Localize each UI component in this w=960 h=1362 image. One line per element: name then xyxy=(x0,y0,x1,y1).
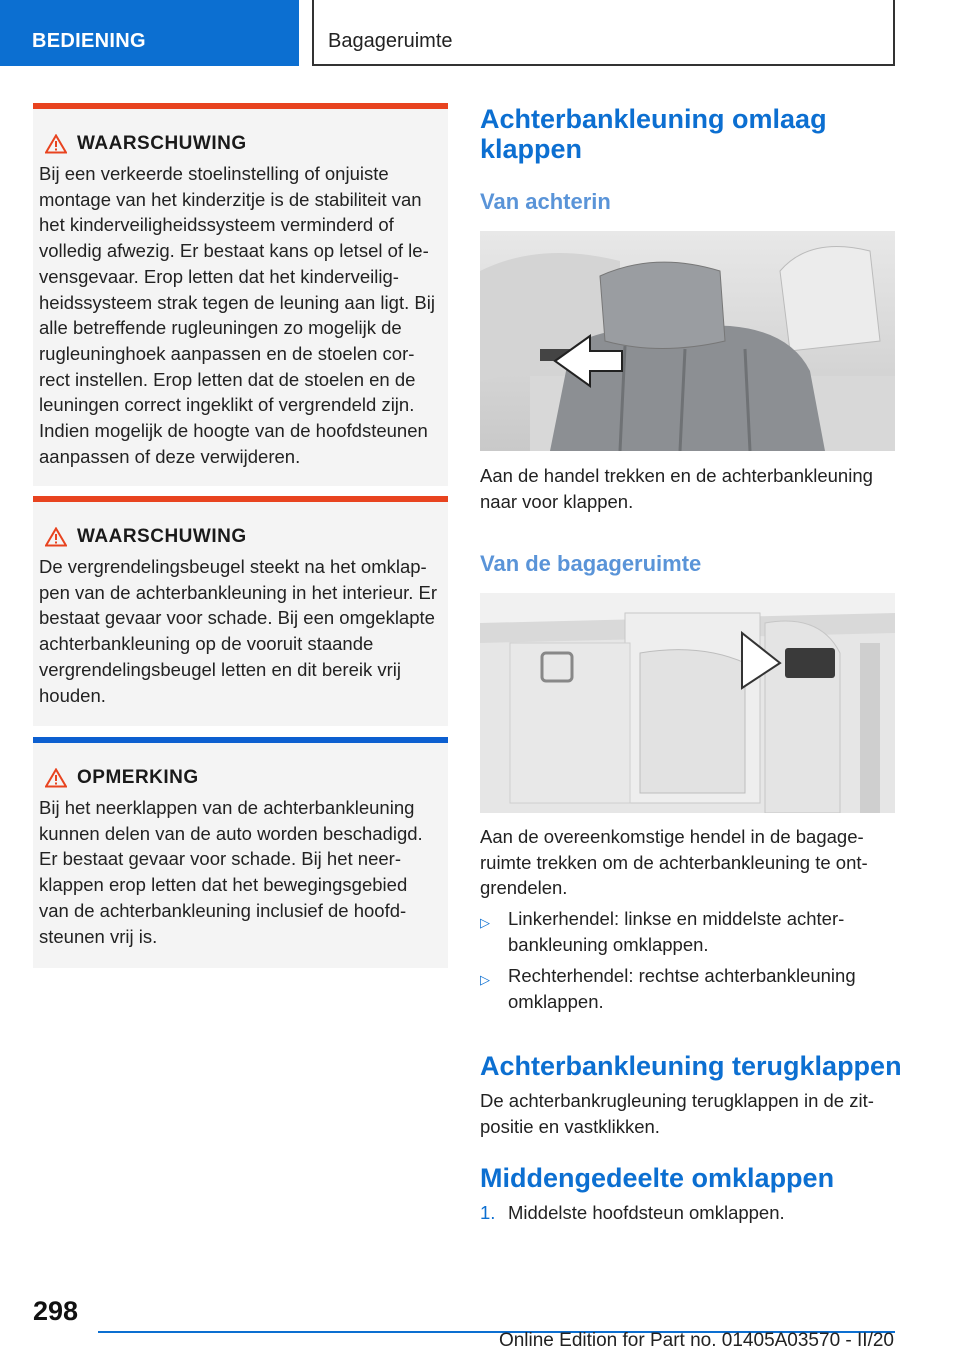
footer-edition: Online Edition for Part no. 01405A03570 - II/20 xyxy=(498,1330,894,1351)
section-tab: BEDIENING xyxy=(0,0,299,66)
warning-heading xyxy=(45,133,438,155)
warning-heading xyxy=(45,526,438,548)
warning-triangle-icon xyxy=(45,768,67,788)
warning-box-1 xyxy=(33,103,448,486)
warning-triangle-icon xyxy=(45,527,67,547)
warning-triangle-icon xyxy=(45,134,67,154)
step-item xyxy=(480,1200,892,1226)
page-number: 298 xyxy=(33,1296,79,1326)
list-item xyxy=(480,906,892,957)
step-text: Middelste hoofdsteun omklappen. xyxy=(508,1202,785,1223)
note-box xyxy=(33,737,448,968)
warning-box-2 xyxy=(33,496,448,726)
instruction-fold-back: De achterbankrugleuning terugklappen in de zitpositie en vastklikken. xyxy=(480,1090,874,1137)
section-title-middle: Middengedeelte omklappen xyxy=(480,1163,835,1193)
instruction-from-rear: Aan de handel trekken en de achterbankleuning naar voor klappen. xyxy=(480,465,873,512)
warning-label: WAARSCHUWING xyxy=(77,133,247,154)
warning-label: WAARSCHUWING xyxy=(77,526,247,547)
bullet-triangle-icon: ▷ xyxy=(480,915,490,930)
section-title-fold-back: Achterbankleuning terugklappen xyxy=(480,1051,902,1081)
instruction-from-cargo: Aan de overeenkomstige hendel in de bagageruimte trekken om de achterbankleuning te ontgrendelen. xyxy=(480,826,868,899)
cargo-lever-photo xyxy=(480,593,895,813)
list-item-text: Rechterhendel: rechtse achterbankleuning omklappen. xyxy=(508,965,856,1012)
warning-text: De vergrendelingsbeugel steekt na het omklappen van de achterbankleuning in het interieur. Er bestaat gevaar voor schade. Bij een omgeklapte achterbankleuning op de vooruit staande vergrendelingsbeugel letten en dit bereik vrij houden. xyxy=(39,556,438,706)
note-text: Bij het neerklappen van de achterbankleuning kunnen delen van de auto worden beschadigd. Er bestaat gevaar voor schade. Bij het neerklappen erop letten dat het bewegingsgebied van de achterbankleuning inclusief de hoofdsteunen vrij is. xyxy=(39,797,423,947)
list-item xyxy=(480,963,892,1014)
note-heading xyxy=(45,767,438,789)
list-item-text: Linkerhendel: linkse en middelste achterbankleuning omklappen. xyxy=(508,908,845,955)
subsection-from-cargo: Van de bagageruimte xyxy=(480,551,702,576)
subsection-from-rear: Van achterin xyxy=(480,189,611,214)
rear-seat-photo xyxy=(480,231,895,451)
warning-text: Bij een verkeerde stoelinstelling of onjuiste montage van het kinderzitje is de stabiliteit van het kinderveiligheidssysteem verminderd of volledig afwezig. Er bestaat kans op letsel of levensgevaar. Erop letten dat het kinderveiligheidssysteem strak tegen de leuning aan ligt. Bij alle betreffende rugleuningen zo mogelijk de rugleuninghoek aanpassen en de stoelen correct instellen. Erop letten dat de stoelen en de leuningen correct ingeklikt of vergrendeld zijn. Indien mogelijk de hoogte van de hoofdsteunen aanpassen of deze verwijderen. xyxy=(39,163,435,467)
note-label: OPMERKING xyxy=(77,767,199,788)
section-title-fold-down: Achterbankleuning omlaag klappen xyxy=(480,104,827,164)
chapter-title: Bagageruimte xyxy=(312,0,895,66)
step-number: 1. xyxy=(480,1202,496,1223)
bullet-triangle-icon: ▷ xyxy=(480,972,490,987)
